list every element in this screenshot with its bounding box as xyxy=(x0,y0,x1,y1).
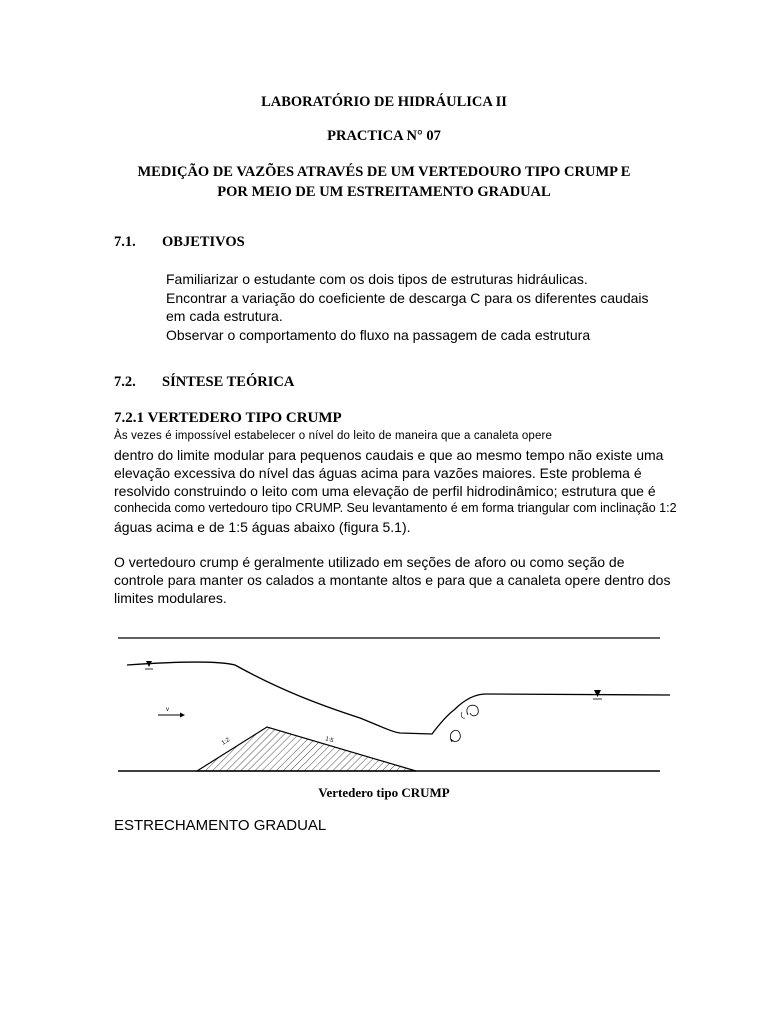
paragraph-line-6: águas acima e de 1:5 águas abaixo (figura 5.1). xyxy=(114,519,411,535)
slope-label-downstream: 1:5 xyxy=(324,736,335,745)
paragraph2-line-1: O vertedouro crump é geralmente utilizado em seções de aforo ou como seção de xyxy=(114,554,625,570)
crump-weir-body xyxy=(197,727,416,771)
lab-title: LABORATÓRIO DE HIDRÁULICA II xyxy=(261,94,507,110)
objective-item-2-continuation: em cada estrutura. xyxy=(166,308,283,324)
figure-caption: Vertedero tipo CRUMP xyxy=(318,785,450,800)
paragraph2-line-2: controle para manter os calados a montante altos e para que a canaleta opere dentro dos xyxy=(114,572,671,588)
paragraph-line-4: resolvido construindo o leito com uma elevação de perfil hidrodinâmico; estrutura que é xyxy=(114,483,656,499)
velocity-label: v xyxy=(166,707,169,713)
section-title-theory: SÍNTESE TEÓRICA xyxy=(162,374,295,390)
subsection-title-crump: 7.2.1 VERTEDERO TIPO CRUMP xyxy=(114,410,342,426)
eddy-icon-lower xyxy=(450,730,460,742)
objective-item-1: Familiarizar o estudante com os dois tipos de estruturas hidráulicas. xyxy=(166,271,588,287)
section-title-objectives: OBJETIVOS xyxy=(162,234,245,250)
water-surface-profile xyxy=(127,662,670,734)
practice-number: PRACTICA N° 07 xyxy=(327,128,441,144)
objective-item-3: Observar o comportamento do fluxo na passagem de cada estrutura xyxy=(166,327,591,343)
section-title-gradual-narrowing: ESTRECHAMENTO GRADUAL xyxy=(114,817,327,834)
section-number-theory: 7.2. xyxy=(114,374,136,390)
paragraph-line-5: conhecida como vertedouro tipo CRUMP. Seu levantamento é em forma triangular com inclinação 1:2 xyxy=(114,501,677,515)
subtitle-line-1: MEDIÇÃO DE VAZÕES ATRAVÉS DE UM VERTEDOURO TIPO CRUMP E xyxy=(137,164,631,180)
paragraph2-line-3: limites modulares. xyxy=(114,590,227,606)
velocity-arrow-icon xyxy=(158,713,185,718)
paragraph-line-1: Às vezes é impossível estabelecer o nível do leito de maneira que a canaleta opere xyxy=(114,430,553,442)
paragraph-line-2: dentro do limite modular para pequenos caudais e que ao mesmo tempo não existe uma xyxy=(114,447,664,463)
eddy-icon-upper xyxy=(467,705,478,716)
slope-label-upstream: 1:2 xyxy=(220,737,232,747)
objective-item-2: Encontrar a variação do coeficiente de descarga C para os diferentes caudais xyxy=(166,290,649,306)
subtitle-line-2: POR MEIO DE UM ESTREITAMENTO GRADUAL xyxy=(217,184,551,200)
upstream-water-level-icon xyxy=(145,661,153,669)
section-number-objectives: 7.1. xyxy=(114,234,136,250)
paragraph-line-3: elevação excessiva do nível das águas acima para vazões maiores. Este problema é xyxy=(114,465,642,481)
eddy-spray-icon xyxy=(461,712,465,718)
